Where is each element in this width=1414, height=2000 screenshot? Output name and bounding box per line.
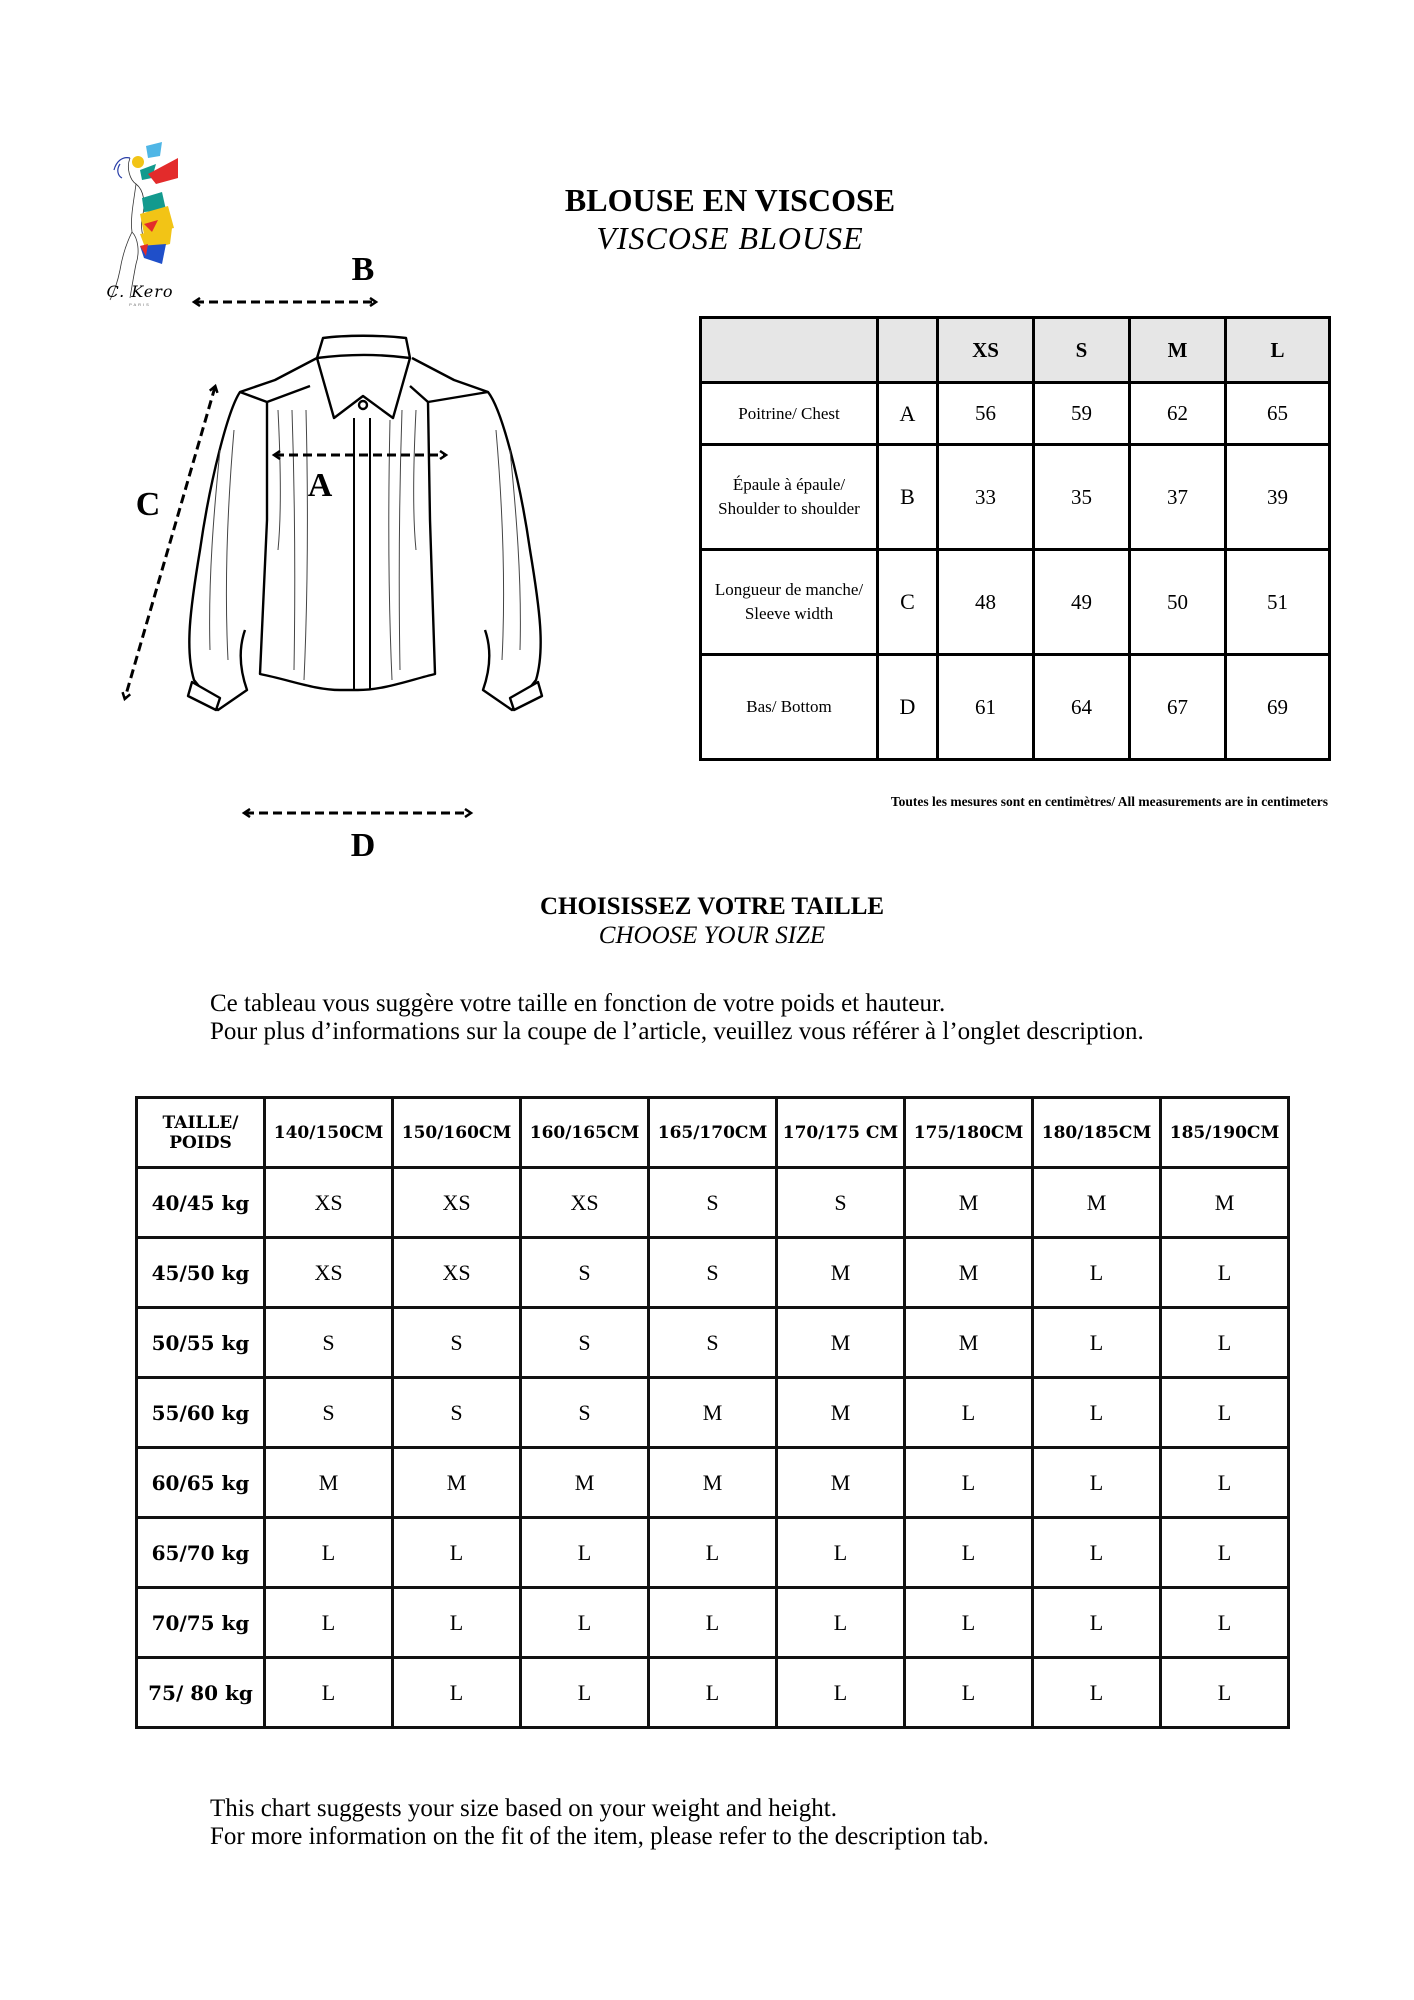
- size-cell: S: [393, 1378, 521, 1448]
- size-cell: L: [905, 1518, 1033, 1588]
- header-cell-size: XS: [938, 318, 1034, 383]
- weight-range-label: 55/60 kg: [137, 1378, 265, 1448]
- size-cell: L: [649, 1588, 777, 1658]
- size-cell: M: [649, 1448, 777, 1518]
- measurement-row: [701, 550, 1330, 655]
- dimension-c-label: C: [135, 486, 161, 523]
- measurement-value: 48: [938, 550, 1034, 655]
- size-cell: L: [1033, 1378, 1161, 1448]
- size-cell: XS: [521, 1168, 649, 1238]
- dimension-a-label: A: [307, 467, 333, 504]
- size-cell: M: [905, 1308, 1033, 1378]
- measurement-value: 33: [938, 445, 1034, 550]
- measurement-label: Bas/ Bottom: [701, 655, 878, 760]
- size-cell: XS: [393, 1168, 521, 1238]
- height-range-header: 170/175 CM: [777, 1098, 905, 1168]
- size-cell: L: [393, 1588, 521, 1658]
- header-cell: [878, 318, 938, 383]
- header-cell: [701, 318, 878, 383]
- size-cell: M: [393, 1448, 521, 1518]
- size-cell: XS: [393, 1238, 521, 1308]
- size-cell: L: [1161, 1448, 1289, 1518]
- size-cell: L: [265, 1658, 393, 1728]
- outro-line: This chart suggests your size based on your weight and height.: [210, 1795, 837, 1822]
- size-cell: L: [521, 1588, 649, 1658]
- height-range-header: 140/150CM: [265, 1098, 393, 1168]
- size-cell: L: [393, 1518, 521, 1588]
- size-cell: S: [265, 1378, 393, 1448]
- outro-line: For more information on the fit of the item, please refer to the description tab.: [210, 1823, 989, 1850]
- measurement-label: Épaule à épaule/ Shoulder to shoulder: [701, 445, 878, 550]
- measurement-value: 61: [938, 655, 1034, 760]
- size-cell: L: [777, 1518, 905, 1588]
- weight-range-label: 40/45 kg: [137, 1168, 265, 1238]
- corner-line: POIDS: [169, 1132, 232, 1153]
- size-cell: M: [777, 1448, 905, 1518]
- size-cell: L: [1161, 1588, 1289, 1658]
- measurement-value: 35: [1034, 445, 1130, 550]
- choose-size-subtitle: CHOOSE YOUR SIZE: [598, 922, 826, 949]
- measurement-label: Longueur de manche/ Sleeve width: [701, 550, 878, 655]
- measurement-value: 37: [1130, 445, 1226, 550]
- weight-range-label: 65/70 kg: [137, 1518, 265, 1588]
- measurement-code: B: [878, 445, 938, 550]
- blouse-illustration: [110, 250, 580, 870]
- size-cell: L: [1161, 1238, 1289, 1308]
- measurement-footnote: Toutes les mesures sont en centimètres/ All measurements are in centimeters: [890, 794, 1328, 809]
- size-cell: L: [1033, 1588, 1161, 1658]
- size-cell: S: [777, 1168, 905, 1238]
- outro-paragraph-en: [210, 1795, 1310, 1851]
- size-cell: L: [393, 1658, 521, 1728]
- measurement-value: 67: [1130, 655, 1226, 760]
- measurement-table: [699, 316, 1331, 761]
- measurement-row: [701, 445, 1330, 550]
- weight-range-label: 75/ 80 kg: [137, 1658, 265, 1728]
- size-cell: L: [649, 1518, 777, 1588]
- size-cell: L: [1161, 1308, 1289, 1378]
- measurement-code: C: [878, 550, 938, 655]
- height-range-header: 180/185CM: [1033, 1098, 1161, 1168]
- size-cell: M: [1161, 1168, 1289, 1238]
- height-range-header: 185/190CM: [1161, 1098, 1289, 1168]
- size-cell: L: [777, 1588, 905, 1658]
- measurement-code: D: [878, 655, 938, 760]
- size-cell: L: [521, 1518, 649, 1588]
- size-cell: L: [265, 1518, 393, 1588]
- weight-range-label: 45/50 kg: [137, 1238, 265, 1308]
- header-cell-size: L: [1226, 318, 1330, 383]
- measurement-row: [701, 383, 1330, 445]
- size-cell: S: [521, 1308, 649, 1378]
- height-range-header: 160/165CM: [521, 1098, 649, 1168]
- header-cell-size: M: [1130, 318, 1226, 383]
- size-cell: L: [1033, 1238, 1161, 1308]
- size-cell: S: [649, 1168, 777, 1238]
- size-cell: L: [1161, 1378, 1289, 1448]
- size-cell: L: [1033, 1518, 1161, 1588]
- size-cell: XS: [265, 1168, 393, 1238]
- measurement-value: 65: [1226, 383, 1330, 445]
- measurement-row: [701, 655, 1330, 760]
- weight-range-label: 50/55 kg: [137, 1308, 265, 1378]
- weight-range-label: 70/75 kg: [137, 1588, 265, 1658]
- measurement-value: 49: [1034, 550, 1130, 655]
- size-cell: L: [521, 1658, 649, 1728]
- size-cell: M: [777, 1378, 905, 1448]
- size-recommendation-table: [135, 1096, 1290, 1729]
- measurement-label: Poitrine/ Chest: [701, 383, 878, 445]
- corner-cell: [137, 1098, 265, 1168]
- size-grid-row: [137, 1308, 1289, 1378]
- height-range-header: 150/160CM: [393, 1098, 521, 1168]
- intro-line: Ce tableau vous suggère votre taille en fonction de votre poids et hauteur.: [210, 990, 946, 1017]
- header-cell-size: S: [1034, 318, 1130, 383]
- measurement-value: 69: [1226, 655, 1330, 760]
- size-cell: L: [905, 1448, 1033, 1518]
- height-range-header: 175/180CM: [905, 1098, 1033, 1168]
- size-cell: L: [1033, 1448, 1161, 1518]
- product-title: BLOUSE EN VISCOSE: [564, 182, 896, 218]
- size-grid-row: [137, 1518, 1289, 1588]
- size-cell: L: [905, 1378, 1033, 1448]
- intro-paragraph-fr: [210, 990, 1310, 1046]
- size-cell: L: [1161, 1518, 1289, 1588]
- size-cell: M: [649, 1378, 777, 1448]
- size-cell: M: [777, 1308, 905, 1378]
- size-grid-row: [137, 1168, 1289, 1238]
- size-cell: L: [265, 1588, 393, 1658]
- size-cell: L: [649, 1658, 777, 1728]
- measurement-code: A: [878, 383, 938, 445]
- measurement-value: 64: [1034, 655, 1130, 760]
- size-grid-row: [137, 1378, 1289, 1448]
- size-cell: L: [1161, 1658, 1289, 1728]
- measurement-value: 56: [938, 383, 1034, 445]
- brand-tagline: PARIS: [129, 302, 151, 307]
- size-grid-header-row: [137, 1098, 1289, 1168]
- choose-size-title: CHOISISSEZ VOTRE TAILLE: [539, 893, 885, 920]
- dimension-b-label: B: [351, 251, 375, 288]
- size-grid-row: [137, 1658, 1289, 1728]
- size-cell: S: [649, 1238, 777, 1308]
- size-grid-row: [137, 1588, 1289, 1658]
- brand-wordmark: C. Kero: [106, 282, 174, 301]
- measurement-value: 39: [1226, 445, 1330, 550]
- size-cell: S: [265, 1308, 393, 1378]
- blouse-drawing: [188, 336, 542, 710]
- size-cell: M: [777, 1238, 905, 1308]
- height-range-header: 165/170CM: [649, 1098, 777, 1168]
- product-subtitle: VISCOSE BLOUSE: [596, 220, 864, 256]
- size-cell: M: [265, 1448, 393, 1518]
- intro-line: Pour plus d’informations sur la coupe de l’article, veuillez vous référer à l’onglet description.: [210, 1018, 1144, 1045]
- size-cell: S: [649, 1308, 777, 1378]
- size-cell: M: [1033, 1168, 1161, 1238]
- size-cell: S: [521, 1238, 649, 1308]
- size-cell: L: [905, 1588, 1033, 1658]
- measurement-value: 62: [1130, 383, 1226, 445]
- measurement-value: 59: [1034, 383, 1130, 445]
- size-cell: S: [393, 1308, 521, 1378]
- corner-line: TAILLE/: [162, 1112, 239, 1133]
- dimension-d-label: D: [350, 827, 376, 864]
- weight-range-label: 60/65 kg: [137, 1448, 265, 1518]
- size-cell: M: [905, 1168, 1033, 1238]
- size-cell: L: [777, 1658, 905, 1728]
- size-grid-row: [137, 1448, 1289, 1518]
- measurement-value: 50: [1130, 550, 1226, 655]
- size-cell: L: [1033, 1308, 1161, 1378]
- size-cell: M: [521, 1448, 649, 1518]
- size-cell: S: [521, 1378, 649, 1448]
- size-cell: L: [1033, 1658, 1161, 1728]
- size-cell: XS: [265, 1238, 393, 1308]
- measurement-value: 51: [1226, 550, 1330, 655]
- measurement-header-row: [701, 318, 1330, 383]
- size-cell: M: [905, 1238, 1033, 1308]
- size-cell: L: [905, 1658, 1033, 1728]
- size-grid-row: [137, 1238, 1289, 1308]
